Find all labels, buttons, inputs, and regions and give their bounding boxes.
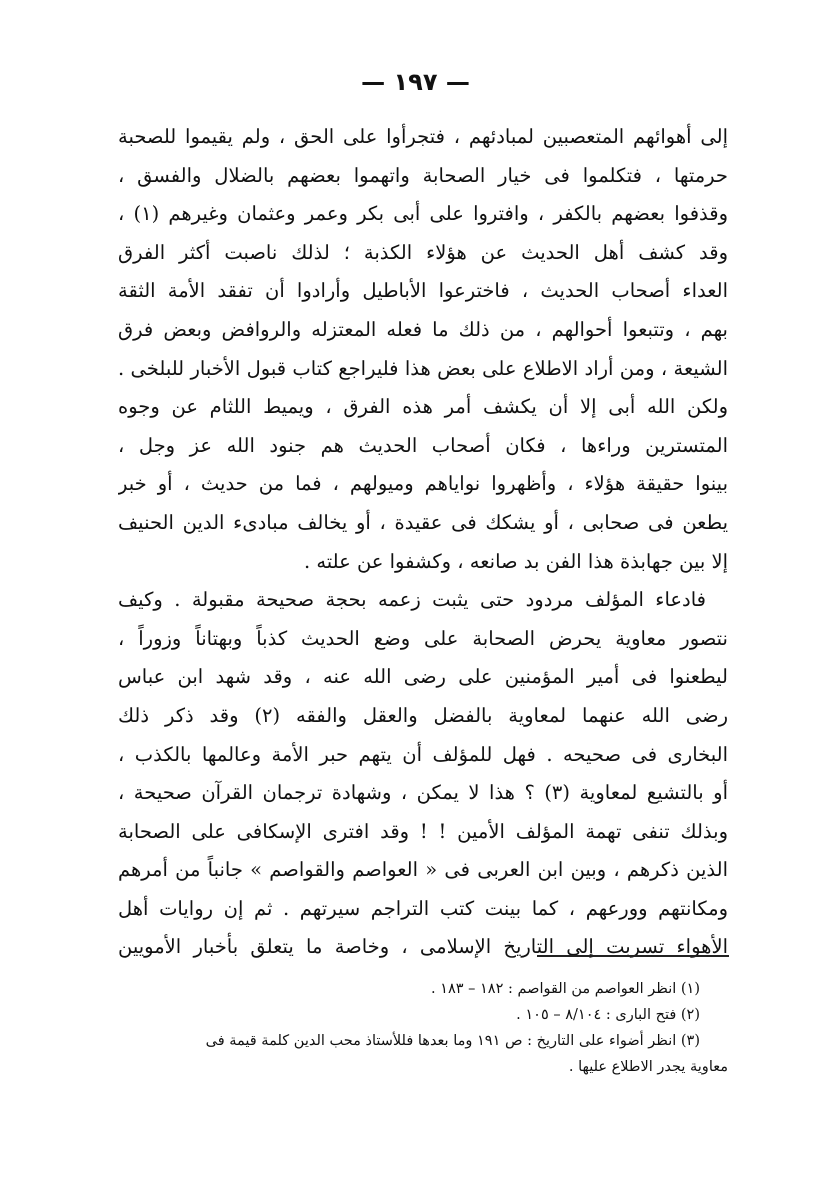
- text-line: حرمتها ، فتكلموا فى خيار الصحابة واتهموا بعضهم بالضلال والفسق ،: [118, 163, 728, 187]
- text-line: الذين ذكرهم ، وبين ابن العربى فى « العواصم والقواصم » جانباً من أمرهم: [118, 858, 728, 882]
- text-line: أو بالتشيع لمعاوية (٣) ؟ هذا لا يمكن ، وشهادة ترجمان القرآن صحيحة ،: [118, 781, 728, 805]
- text-line: وقذفوا بعضهم بالكفر ، وافتروا على أبى بكر وعمر وعثمان وغيرهم (١) ،: [118, 202, 728, 226]
- text-line: رضى الله عنهما لمعاوية بالفضل والعقل والفقه (٢) وقد ذكر ذلك: [118, 703, 728, 727]
- body-text: [118, 118, 728, 967]
- text-line: يطعن فى صحابى ، أو يشكك فى عقيدة ، أو يخالف مبادىء الدين الحنيف: [118, 510, 728, 534]
- footnote-3: (٣) انظر أضواء على التاريخ : ص ١٩١ وما بعدها فللأستاذ محب الدين كلمة قيمة فى: [205, 1033, 700, 1049]
- text-line: الأهواء تسربت إلى التاريخ الإسلامى ، وخاصة ما يتعلق بأخبار الأمويين: [118, 935, 728, 959]
- text-line: إلا بين جهابذة هذا الفن بد صانعه ، وكشفوا عن علته .: [303, 549, 728, 573]
- text-line: ولكن الله أبى إلا أن يكشف أمر هذه الفرق ، ويميط اللثام عن وجوه: [118, 395, 728, 419]
- text-line: وقد كشف أهل الحديث عن هؤلاء الكذبة ؛ لذلك ناصبت أكثر الفرق: [118, 240, 728, 264]
- footnote-1: (١) انظر العواصم من القواصم : ١٨٢ – ١٨٣ .: [430, 981, 700, 997]
- text-line: البخارى فى صحيحه . فهل للمؤلف أن يتهم حبر الأمة وعالمها بالكذب ،: [118, 742, 728, 766]
- text-line: بينوا حقيقة هؤلاء ، وأظهروا نواياهم وميولهم ، فما من حديث ، أو خبر: [118, 472, 728, 496]
- text-line: نتصور معاوية يحرض الصحابة على وضع الحديث كذباً وبهتاناً وزوراً ،: [118, 626, 728, 650]
- text-line: ليطعنوا فى أمير المؤمنين على رضى الله عنه ، وقد شهد ابن عباس: [118, 665, 728, 689]
- text-line: الشيعة ، ومن أراد الاطلاع على بعض هذا فليراجع كتاب قبول الأخبار للبلخى .: [118, 356, 728, 380]
- text-line: فادعاء المؤلف مردود حتى يثبت زعمه بحجة صحيحة مقبولة . وكيف: [118, 588, 706, 612]
- text-line: وبذلك تنفى تهمة المؤلف الأمين ! ! وقد افترى الإسكافى على الصحابة: [118, 819, 728, 843]
- text-line: ومكانتهم وورعهم ، كما بينت كتب التراجم سيرتهم . ثم إن روايات أهل: [118, 896, 728, 920]
- text-line: العداء أصحاب الحديث ، فاخترعوا الأباطيل وأرادوا أن تفقد الأمة الثقة: [118, 279, 728, 303]
- footnotes: [118, 976, 728, 1080]
- text-line: بهم ، وتتبعوا أحوالهم ، من ذلك ما فعله المعتزله والروافض وبعض فرق: [118, 317, 728, 341]
- footnote-3-continued: معاوية يجدر الاطلاع عليها .: [568, 1059, 728, 1075]
- footnote-separator: [537, 955, 729, 957]
- text-line: إلى أهوائهم المتعصبين لمبادئهم ، فتجرأوا على الحق ، ولم يقيموا للصحبة: [118, 125, 728, 148]
- text-line: المتسترين وراءها ، فكان أصحاب الحديث هم جنود الله عز وجل ،: [118, 433, 728, 457]
- footnote-2: (٢) فتح البارى : ٨/١٠٤ – ١٠٥ .: [516, 1007, 700, 1023]
- page-number: — ١٩٧ —: [361, 68, 470, 96]
